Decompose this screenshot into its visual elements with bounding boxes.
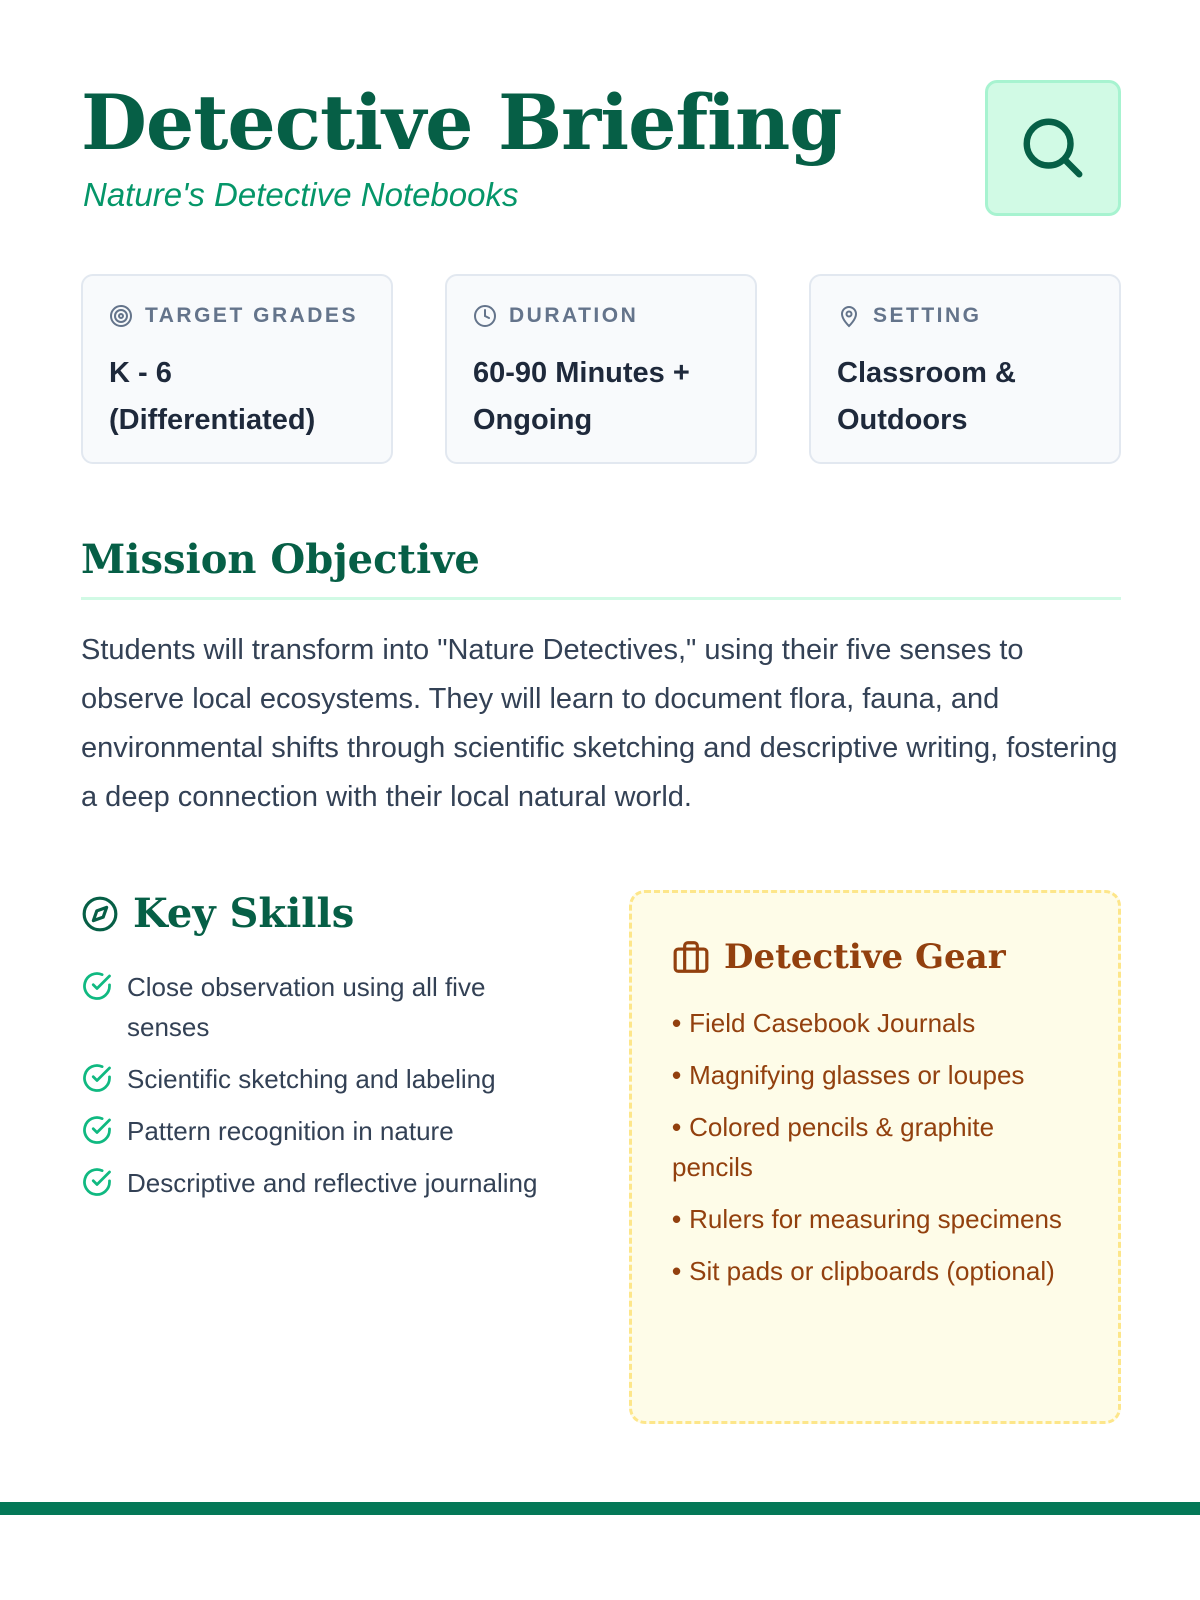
list-item xyxy=(672,1055,1078,1095)
card-label: TARGET GRADES xyxy=(145,304,358,327)
gear-text: Colored pencils & graphite pencils xyxy=(672,1112,995,1182)
card-label: DURATION xyxy=(509,304,639,327)
clock-icon xyxy=(473,304,497,328)
mission-body: Students will transform into "Nature Detectives," using their five senses to observe local ecosystems. They will learn to document flora, fauna, and environmental shifts through scientific sketching and descriptive writing, fostering a deep connection with their local natural world. xyxy=(81,634,1118,813)
detective-gear-title: Detective Gear xyxy=(724,937,1006,977)
skill-text: Pattern recognition in nature xyxy=(127,1116,454,1146)
key-skills-title: Key Skills xyxy=(133,890,355,937)
card-value: Classroom & Outdoors xyxy=(837,357,1016,436)
card-value: K - 6 (Differentiated) xyxy=(109,357,316,436)
check-circle-icon xyxy=(81,1063,113,1093)
page-title: Detective Briefing xyxy=(81,78,842,167)
list-item xyxy=(672,1199,1078,1239)
check-circle-icon xyxy=(81,1167,113,1197)
check-circle-icon xyxy=(81,971,113,1001)
skill-list xyxy=(81,967,561,1203)
bullet: • xyxy=(672,1204,682,1234)
bullet: • xyxy=(672,1008,682,1038)
check-circle-icon xyxy=(81,1115,113,1145)
bottom-accent-bar xyxy=(0,1502,1200,1515)
skill-text: Descriptive and reflective journaling xyxy=(127,1168,538,1198)
list-item xyxy=(672,1107,1078,1187)
card-value: 60-90 Minutes + Ongoing xyxy=(473,357,690,436)
compass-icon xyxy=(81,895,119,933)
card-setting xyxy=(809,274,1121,464)
key-skills-section xyxy=(81,890,561,1215)
briefing-page xyxy=(81,78,1121,1286)
detective-gear-box xyxy=(629,890,1121,1424)
gear-text: Rulers for measuring specimens xyxy=(689,1204,1062,1234)
skill-text: Close observation using all five senses xyxy=(127,972,486,1042)
list-item xyxy=(672,1251,1078,1291)
gear-text: Field Casebook Journals xyxy=(689,1008,976,1038)
mission-header xyxy=(81,536,1121,600)
target-icon xyxy=(109,304,133,328)
page-subtitle: Nature's Detective Notebooks xyxy=(83,176,519,213)
list-item xyxy=(81,1059,561,1099)
search-icon xyxy=(1018,113,1088,183)
mission-title: Mission Objective xyxy=(81,536,480,583)
skill-text: Scientific sketching and labeling xyxy=(127,1064,496,1094)
list-item xyxy=(81,1163,561,1203)
bullet: • xyxy=(672,1112,682,1142)
search-icon-box xyxy=(985,80,1121,216)
briefcase-icon xyxy=(672,938,710,976)
info-cards xyxy=(81,274,1121,464)
list-item xyxy=(672,1003,1078,1043)
gear-list xyxy=(672,1003,1078,1291)
list-item xyxy=(81,967,561,1047)
card-duration xyxy=(445,274,757,464)
gear-text: Magnifying glasses or loupes xyxy=(689,1060,1025,1090)
bullet: • xyxy=(672,1060,682,1090)
header xyxy=(81,78,1121,238)
card-target-grades xyxy=(81,274,393,464)
location-pin-icon xyxy=(837,304,861,328)
gear-text: Sit pads or clipboards (optional) xyxy=(689,1256,1055,1286)
bullet: • xyxy=(672,1256,682,1286)
card-label: SETTING xyxy=(873,304,982,327)
list-item xyxy=(81,1111,561,1151)
